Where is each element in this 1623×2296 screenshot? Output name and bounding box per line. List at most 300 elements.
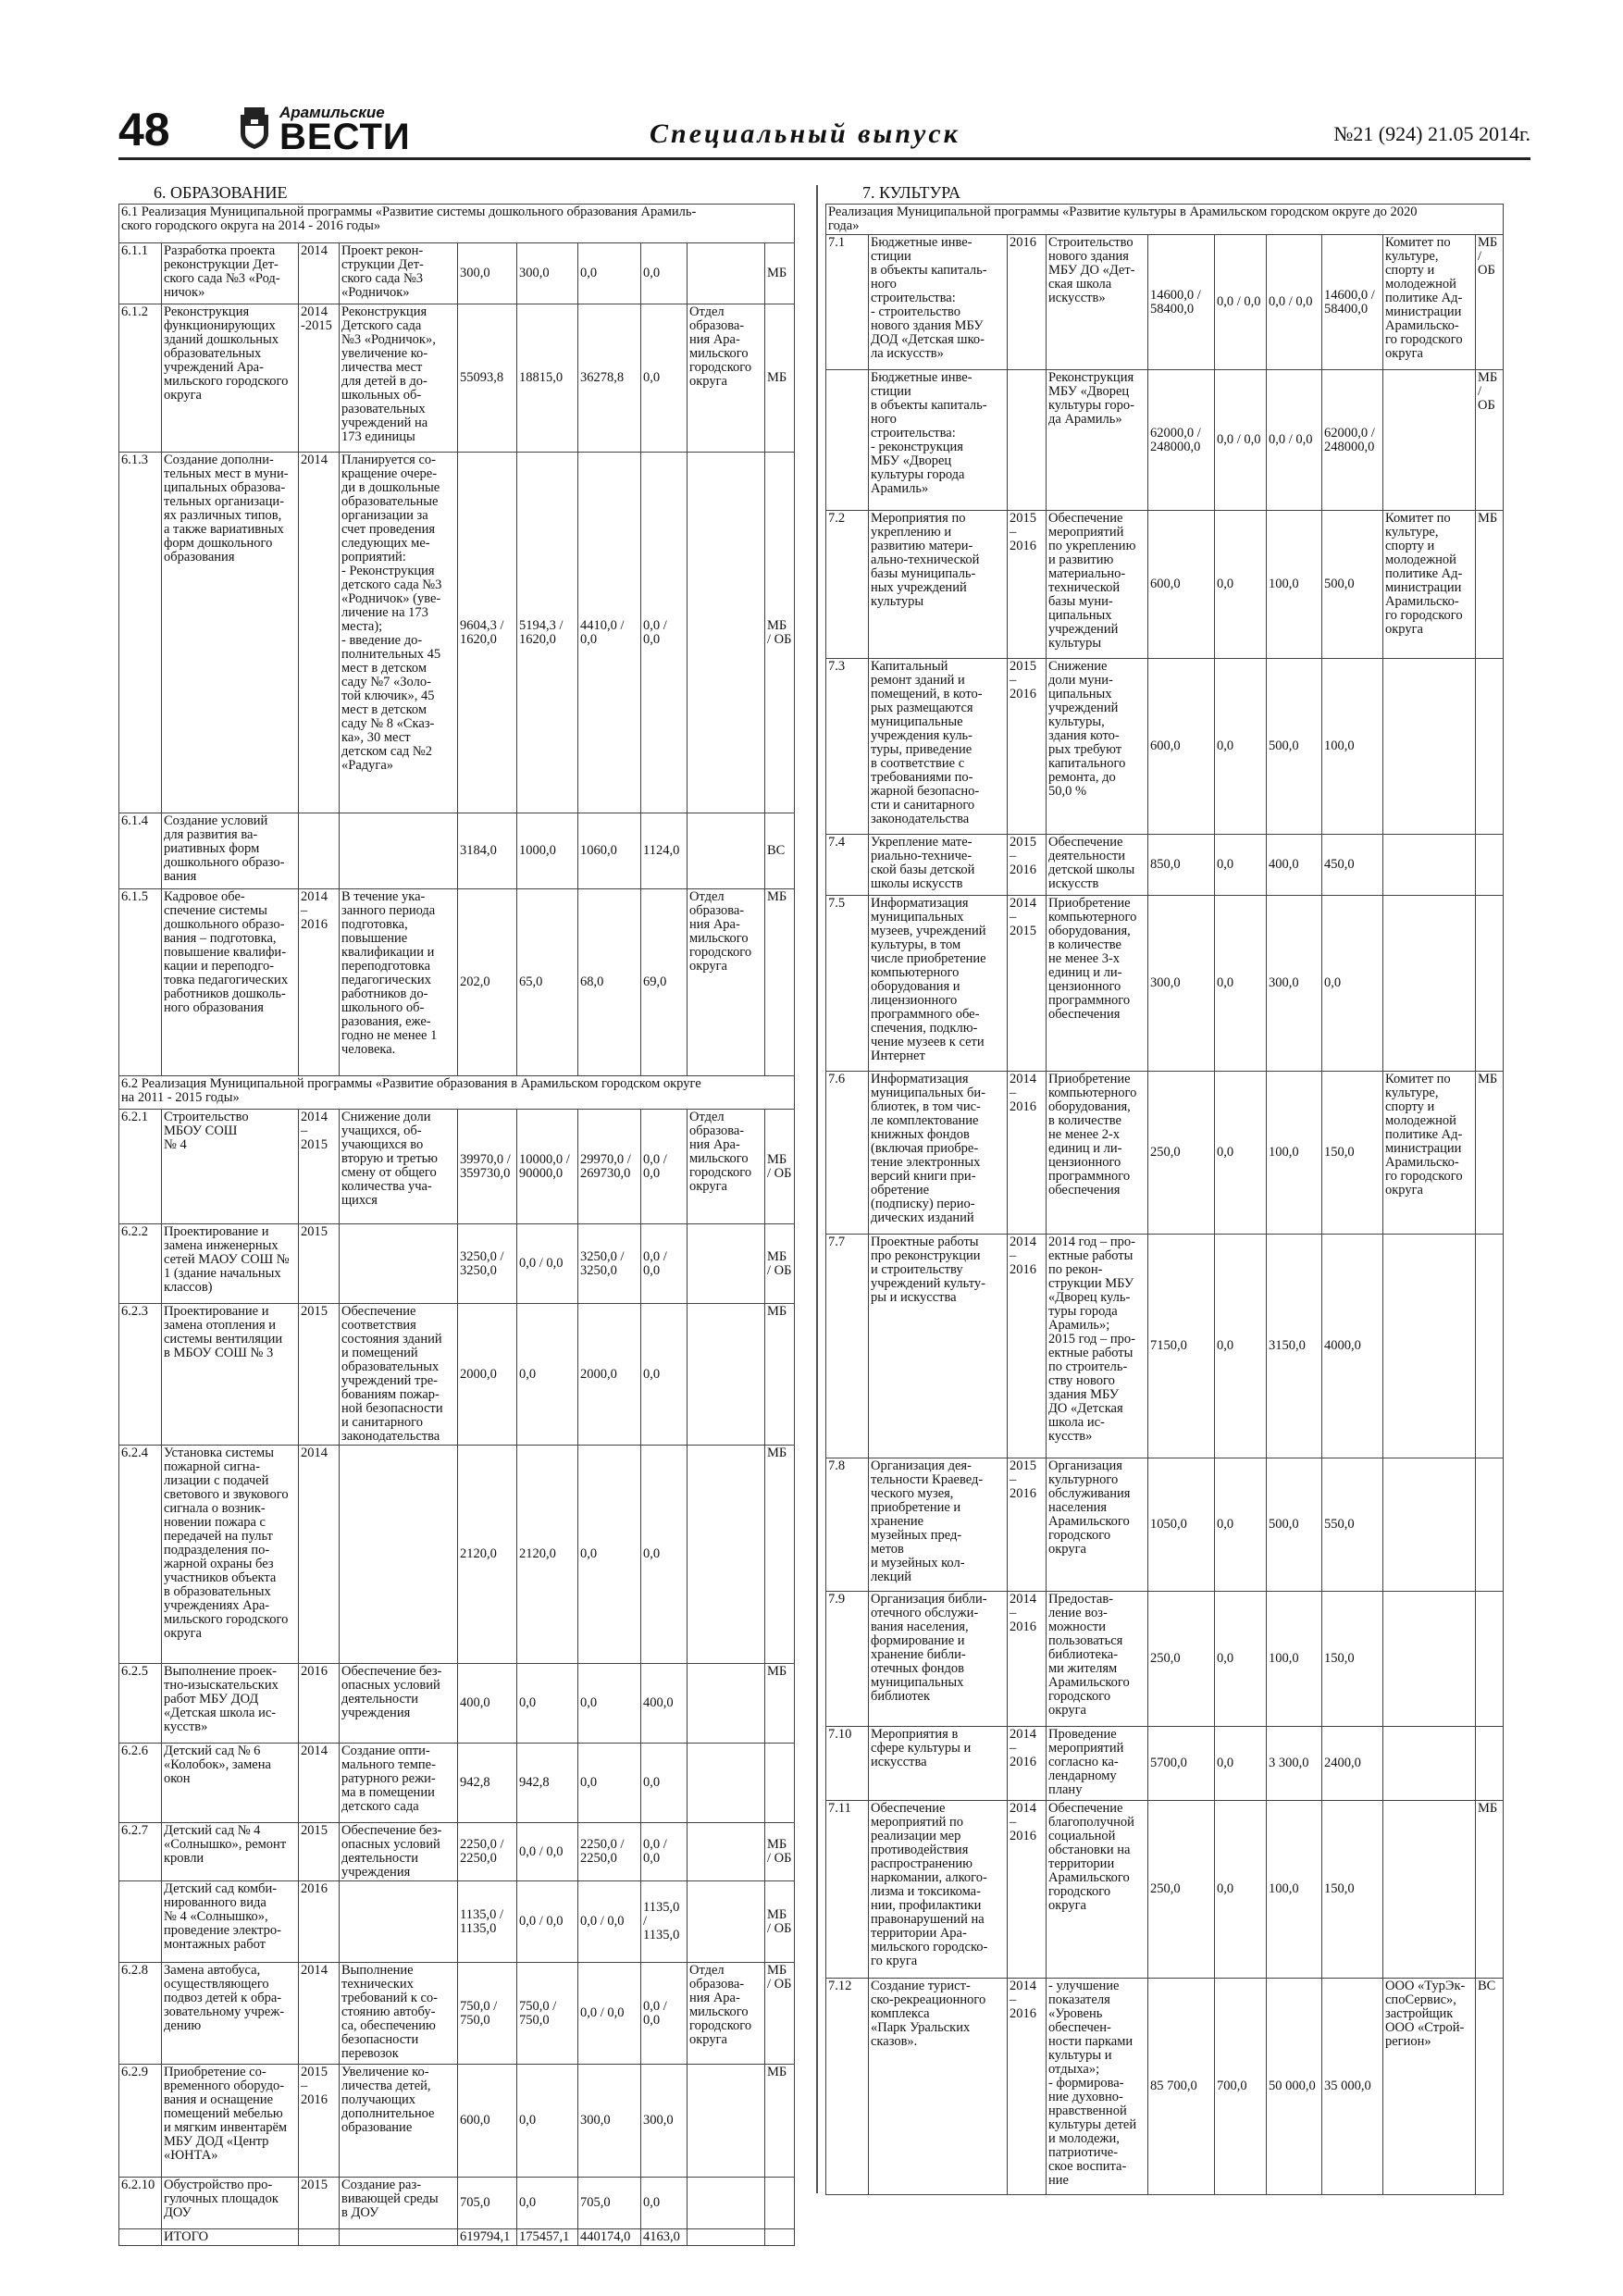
funding-source: МБ bbox=[765, 243, 795, 304]
culture-column bbox=[825, 181, 1530, 2195]
measure-name: Обустройство про- гулочных площадок ДОУ bbox=[162, 2178, 299, 2229]
funding-source: ВС bbox=[765, 813, 795, 889]
responsible bbox=[688, 453, 765, 813]
amount-2014: 0,0 bbox=[517, 1664, 578, 1744]
amount-2014: 700,0 bbox=[1215, 1979, 1267, 2195]
row-number: 7.11 bbox=[826, 1801, 869, 1979]
amount-2015: 0,0 bbox=[578, 243, 641, 304]
table-row bbox=[826, 1801, 1504, 1979]
measure-name: Выполнение проек- тно-изыскательских работ МБУ ДОД «Детская школа ис- кусств» bbox=[162, 1664, 299, 1744]
amount-2016: 0,0 / 0,0 bbox=[641, 1110, 688, 1224]
total-amount: 39970,0 / 359730,0 bbox=[458, 1110, 517, 1224]
amount-2016: 400,0 bbox=[641, 1664, 688, 1744]
amount-2014: 5194,3 / 1620,0 bbox=[517, 453, 578, 813]
responsible bbox=[1383, 370, 1476, 511]
measure-name: Укрепление мате- риально-техниче- ской базы детской школы искусств bbox=[869, 835, 1008, 896]
period: 2014 bbox=[299, 453, 340, 813]
expected-result bbox=[340, 813, 458, 889]
table-row bbox=[119, 1664, 795, 1744]
table-row bbox=[119, 889, 795, 1076]
responsible: Комитет по культуре, спорту и молодежной политике Ад- министрации Арамильско- го городского округа bbox=[1383, 511, 1476, 659]
table-row bbox=[119, 1076, 795, 1110]
program-header: Реализация Муниципальной программы «Развитие культуры в Арамильском городском округе до 2020 года» bbox=[826, 205, 1504, 235]
amount-2014: 175457,1 bbox=[517, 2229, 578, 2246]
measure-name: Организация дея- тельности Краевед- ческого музея, приобретение и хранение музейных пред- метов и музейных кол- лекций bbox=[869, 1458, 1008, 1592]
measure-name: Информатизация муниципальных музеев, учреждений культуры, в том числе приобретение компьютерного оборудования и лицензионного программного обе- спечения, подклю- чение музеев к сети Интернет bbox=[869, 896, 1008, 1072]
expected-result bbox=[340, 2229, 458, 2246]
funding-source: МБ / ОБ bbox=[765, 1224, 795, 1304]
program-header: 6.2 Реализация Муниципальной программы «Развитие образования в Арамильском городском округе на 2011 - 2015 годы» bbox=[119, 1076, 795, 1110]
amount-2016: 150,0 bbox=[1322, 1072, 1383, 1235]
measure-name: Мероприятия по укреплению и развитию матери- ально-технической базы муниципаль- ных учреждений культуры bbox=[869, 511, 1008, 659]
amount-2015: 0,0 / 0,0 bbox=[1267, 370, 1322, 511]
row-number: 6.2.8 bbox=[119, 1963, 162, 2065]
expected-result: Приобретение компьютерного оборудования, в количестве не менее 3-х единиц и ли- цензионного программного обеспечения bbox=[1047, 896, 1148, 1072]
amount-2014: 750,0 / 750,0 bbox=[517, 1963, 578, 2065]
measure-name: Установка системы пожарной сигна- лизации с подачей светового и звукового сигнала о возник- новении пожара с передачей на пульт подразделения по- жарной охраны без участников объекта в образовательных учреждениях Ара- мильского городского округа bbox=[162, 1446, 299, 1664]
amount-2016: 550,0 bbox=[1322, 1458, 1383, 1592]
funding-source bbox=[765, 2229, 795, 2246]
culture-table bbox=[825, 204, 1504, 2195]
measure-name: Проектирование и замена отопления и системы вентиляции в МБОУ СОШ № 3 bbox=[162, 1304, 299, 1446]
education-column bbox=[118, 181, 807, 2246]
amount-2015: 2250,0 / 2250,0 bbox=[578, 1823, 641, 1881]
responsible: Комитет по культуре, спорту и молодежной политике Ад- министрации Арамильско- го городского округа bbox=[1383, 1072, 1476, 1235]
amount-2015: 500,0 bbox=[1267, 659, 1322, 835]
amount-2016: 69,0 bbox=[641, 889, 688, 1076]
amount-2014: 0,0 bbox=[1215, 659, 1267, 835]
measure-name: Капитальный ремонт зданий и помещений, в кото- рых размещаются муниципальные учреждения куль- туры, приведение в соответствие с требованиями по- жарной безопасно- сти и санитарного законодательства bbox=[869, 659, 1008, 835]
responsible: Отдел образова- ния Ара- мильского городского округа bbox=[688, 304, 765, 453]
row-number: 6.1.2 bbox=[119, 304, 162, 453]
expected-result: Обеспечение деятельности детской школы искусств bbox=[1047, 835, 1148, 896]
total-amount: 300,0 bbox=[458, 243, 517, 304]
table-row bbox=[826, 1727, 1504, 1801]
amount-2014: 0,0 / 0,0 bbox=[517, 1224, 578, 1304]
row-number: 7.4 bbox=[826, 835, 869, 896]
amount-2015: 300,0 bbox=[578, 2065, 641, 2178]
period: 2015 bbox=[299, 1304, 340, 1446]
measure-name: Создание турист- ско-рекреационного комплекса «Парк Уральских сказов». bbox=[869, 1979, 1008, 2195]
total-amount: 300,0 bbox=[1148, 896, 1215, 1072]
funding-source: МБ bbox=[1476, 1801, 1504, 1979]
row-number: 7.12 bbox=[826, 1979, 869, 2195]
total-amount: 705,0 bbox=[458, 2178, 517, 2229]
amount-2016: 0,0 bbox=[641, 304, 688, 453]
total-amount: 2250,0 / 2250,0 bbox=[458, 1823, 517, 1881]
row-number: 7.8 bbox=[826, 1458, 869, 1592]
funding-source: МБ bbox=[1476, 511, 1504, 659]
row-number: 6.2.5 bbox=[119, 1664, 162, 1744]
amount-2015: 1060,0 bbox=[578, 813, 641, 889]
amount-2015: 68,0 bbox=[578, 889, 641, 1076]
amount-2015: 36278,8 bbox=[578, 304, 641, 453]
brand-main: ВЕСТИ bbox=[279, 117, 411, 157]
responsible bbox=[688, 813, 765, 889]
amount-2015: 300,0 bbox=[1267, 896, 1322, 1072]
responsible: Отдел образова- ния Ара- мильского городского округа bbox=[688, 889, 765, 1076]
total-amount: 1135,0 / 1135,0 bbox=[458, 1881, 517, 1963]
funding-source: МБ / ОБ bbox=[765, 453, 795, 813]
amount-2015: 500,0 bbox=[1267, 1458, 1322, 1592]
measure-name: Бюджетные инве- стиции в объекты капиталь- ного строительства: - строительство нового здания МБУ ДОД «Детская шко- ла искусств» bbox=[869, 235, 1008, 370]
measure-name: Создание условий для развития ва- риативных форм дошкольного образо- вания bbox=[162, 813, 299, 889]
measure-name: Проектирование и замена инженерных сетей МАОУ СОШ № 1 (здание начальных классов) bbox=[162, 1224, 299, 1304]
period: 2015 – 2016 bbox=[1008, 511, 1047, 659]
amount-2016: 500,0 bbox=[1322, 511, 1383, 659]
measure-name: Кадровое обе- спечение системы дошкольного образо- вания – подготовка, повышение квалифи- кации и переподго- товка педагогических работников дошколь- ного образования bbox=[162, 889, 299, 1076]
period: 2015 – 2016 bbox=[1008, 835, 1047, 896]
amount-2016: 0,0 bbox=[641, 2178, 688, 2229]
amount-2014: 0,0 bbox=[1215, 835, 1267, 896]
table-row bbox=[119, 1446, 795, 1664]
total-amount: 600,0 bbox=[1148, 659, 1215, 835]
period: 2014 -2015 bbox=[299, 304, 340, 453]
total-amount: 202,0 bbox=[458, 889, 517, 1076]
row-number: 6.1.3 bbox=[119, 453, 162, 813]
total-amount: 7150,0 bbox=[1148, 1235, 1215, 1458]
measure-name: Детский сад комби- нированного вида № 4 «Солнышко», проведение электро- монтажных работ bbox=[162, 1881, 299, 1963]
amount-2014: 0,0 bbox=[1215, 896, 1267, 1072]
amount-2014: 0,0 / 0,0 bbox=[1215, 235, 1267, 370]
period: 2014 – 2016 bbox=[1008, 1727, 1047, 1801]
amount-2015: 0,0 bbox=[578, 1446, 641, 1664]
total-amount: 250,0 bbox=[1148, 1072, 1215, 1235]
expected-result: Организация культурного обслуживания населения Арамильского городского округа bbox=[1047, 1458, 1148, 1592]
amount-2015: 0,0 / 0,0 bbox=[578, 1963, 641, 2065]
funding-source: МБ bbox=[765, 1304, 795, 1446]
funding-source bbox=[1476, 1458, 1504, 1592]
measure-name: Реконструкция функционирующих зданий дошкольных образовательных учреждений Ара- мильского городского округа bbox=[162, 304, 299, 453]
amount-2015: 50 000,0 bbox=[1267, 1979, 1322, 2195]
table-row bbox=[119, 453, 795, 813]
total-amount: 600,0 bbox=[458, 2065, 517, 2178]
responsible: Отдел образова- ния Ара- мильского городского округа bbox=[688, 1110, 765, 1224]
responsible bbox=[688, 2065, 765, 2178]
expected-result: Обеспечение без- опасных условий деятельности учреждения bbox=[340, 1664, 458, 1744]
page-number: 48 bbox=[118, 104, 170, 155]
expected-result bbox=[340, 1446, 458, 1664]
funding-source: МБ / ОБ bbox=[765, 1823, 795, 1881]
expected-result: Увеличение ко- личества детей, получающих дополнительное образование bbox=[340, 2065, 458, 2178]
expected-result: Создание опти- мального темпе- ратурного режи- ма в помещении детского сада bbox=[340, 1744, 458, 1823]
measure-name: Разработка проекта реконструкции Дет- ского сада №3 «Род- ничок» bbox=[162, 243, 299, 304]
amount-2016: 0,0 bbox=[641, 243, 688, 304]
row-number: 7.2 bbox=[826, 511, 869, 659]
table-row bbox=[826, 1235, 1504, 1458]
responsible bbox=[688, 1304, 765, 1446]
period: 2016 bbox=[299, 1881, 340, 1963]
funding-source: МБ bbox=[765, 1446, 795, 1664]
total-amount: 2120,0 bbox=[458, 1446, 517, 1664]
amount-2016: 2400,0 bbox=[1322, 1727, 1383, 1801]
total-amount: 942,8 bbox=[458, 1744, 517, 1823]
period: 2014 bbox=[299, 243, 340, 304]
newspaper-logo bbox=[237, 104, 514, 155]
amount-2014: 0,0 bbox=[517, 2065, 578, 2178]
table-row bbox=[826, 835, 1504, 896]
amount-2014: 10000,0 / 90000,0 bbox=[517, 1110, 578, 1224]
period: 2015 – 2016 bbox=[1008, 1458, 1047, 1592]
funding-source bbox=[765, 1744, 795, 1823]
table-row bbox=[826, 370, 1504, 511]
responsible: Комитет по культуре, спорту и молодежной политике Ад- министрации Арамильско- го городского округа bbox=[1383, 235, 1476, 370]
amount-2016: 0,0 / 0,0 bbox=[641, 453, 688, 813]
measure-name: Детский сад № 6 «Колобок», замена окон bbox=[162, 1744, 299, 1823]
responsible bbox=[688, 1881, 765, 1963]
table-row bbox=[826, 1592, 1504, 1727]
row-number: 7.1 bbox=[826, 235, 869, 370]
expected-result: В течение ука- занного периода подготовка, повышение квалификации и переподготовка педагогических работников до- школьного об- разования, еже- годно не менее 1 человека. bbox=[340, 889, 458, 1076]
row-number: 6.2.6 bbox=[119, 1744, 162, 1823]
responsible bbox=[688, 1823, 765, 1881]
responsible bbox=[688, 1664, 765, 1744]
period: 2016 bbox=[1008, 235, 1047, 370]
amount-2014: 0,0 / 0,0 bbox=[517, 1881, 578, 1963]
responsible bbox=[688, 1744, 765, 1823]
amount-2015: 3 300,0 bbox=[1267, 1727, 1322, 1801]
period bbox=[299, 813, 340, 889]
amount-2014: 0,0 bbox=[1215, 1801, 1267, 1979]
expected-result: Реконструкция Детского сада №3 «Родничок», увеличение ко- личества мест для детей в до- школьных об- разовательных учреждений на 173 единицы bbox=[340, 304, 458, 453]
amount-2016: 150,0 bbox=[1322, 1592, 1383, 1727]
table-row bbox=[826, 1458, 1504, 1592]
expected-result: Обеспечение мероприятий по укреплению и развитию материально- технической базы муни- ципальных учреждений культуры bbox=[1047, 511, 1148, 659]
row-number bbox=[119, 2229, 162, 2246]
expected-result: Выполнение технических требований к со- стоянию автобу- са, обеспечению безопасности перевозок bbox=[340, 1963, 458, 2065]
funding-source bbox=[1476, 659, 1504, 835]
amount-2016: 300,0 bbox=[641, 2065, 688, 2178]
amount-2014: 0,0 bbox=[1215, 1235, 1267, 1458]
amount-2016: 1124,0 bbox=[641, 813, 688, 889]
table-row bbox=[119, 813, 795, 889]
table-row bbox=[826, 659, 1504, 835]
amount-2016: 35 000,0 bbox=[1322, 1979, 1383, 2195]
row-number: 6.2.9 bbox=[119, 2065, 162, 2178]
row-number: 6.1.4 bbox=[119, 813, 162, 889]
measure-name: Информатизация муниципальных би- блиотек, в том чис- ле комплектование книжных фондов (включая приобре- тение электронных версий книги при- обретение (подписку) перио- дических изданий bbox=[869, 1072, 1008, 1235]
total-amount: 619794,1 bbox=[458, 2229, 517, 2246]
amount-2016: 450,0 bbox=[1322, 835, 1383, 896]
amount-2014: 1000,0 bbox=[517, 813, 578, 889]
amount-2016: 4000,0 bbox=[1322, 1235, 1383, 1458]
funding-source: МБ / ОБ bbox=[1476, 235, 1504, 370]
amount-2014: 18815,0 bbox=[517, 304, 578, 453]
measure-name: Проектные работы про реконструкции и строительству учреждений культу- ры и искусства bbox=[869, 1235, 1008, 1458]
table-row bbox=[119, 205, 795, 243]
expected-result bbox=[340, 1224, 458, 1304]
amount-2015: 0,0 bbox=[578, 1744, 641, 1823]
responsible bbox=[1383, 1235, 1476, 1458]
responsible bbox=[1383, 659, 1476, 835]
amount-2014: 0,0 bbox=[1215, 1072, 1267, 1235]
responsible bbox=[1383, 1592, 1476, 1727]
measure-name: Организация библи- отечного обслужи- вания населения, формирование и хранение библи- отечных фондов муниципальных библиотек bbox=[869, 1592, 1008, 1727]
period: 2014 – 2015 bbox=[299, 1110, 340, 1224]
period: 2014 – 2016 bbox=[1008, 1801, 1047, 1979]
amount-2014: 0,0 bbox=[1215, 1592, 1267, 1727]
responsible bbox=[688, 243, 765, 304]
amount-2015: 2000,0 bbox=[578, 1304, 641, 1446]
expected-result: Планируется со- кращение очере- ди в дошкольные образовательные организации за счет проведения следующих ме- роприятий: - Реконструкция детского сада №3 «Родничок» (уве- личение на 173 места); - введение до- полнительных 45 мест в детском саду №7 «Золо- той ключик», 45 мест в детском саду № 8 «Сказ- ка», 30 мест детском сад №2 «Радуга» bbox=[340, 453, 458, 813]
responsible bbox=[688, 1224, 765, 1304]
responsible bbox=[1383, 1801, 1476, 1979]
measure-name: Строительство МБОУ СОШ № 4 bbox=[162, 1110, 299, 1224]
responsible bbox=[1383, 835, 1476, 896]
total-amount: 250,0 bbox=[1148, 1592, 1215, 1727]
amount-2015: 0,0 / 0,0 bbox=[1267, 235, 1322, 370]
amount-2015: 705,0 bbox=[578, 2178, 641, 2229]
row-number bbox=[826, 370, 869, 511]
expected-result: - улучшение показателя «Уровень обеспечен- ности парками культуры и отдыха»; - формирова- ние духовно- нравственной культуры детей и молодежи, патриотиче- ское воспита- ние bbox=[1047, 1979, 1148, 2195]
row-number: 6.2.2 bbox=[119, 1224, 162, 1304]
education-table bbox=[118, 204, 795, 2246]
total-amount: 2000,0 bbox=[458, 1304, 517, 1446]
period: 2014 bbox=[299, 1963, 340, 2065]
header-rule bbox=[118, 157, 1530, 160]
education-section-title: 6. ОБРАЗОВАНИЕ bbox=[154, 183, 288, 202]
row-number: 6.2.4 bbox=[119, 1446, 162, 1664]
amount-2016: 150,0 bbox=[1322, 1801, 1383, 1979]
measure-name: Мероприятия в сфере культуры и искусства bbox=[869, 1727, 1008, 1801]
amount-2014: 0,0 bbox=[517, 1304, 578, 1446]
measure-name: Бюджетные инве- стиции в объекты капиталь- ного строительства: - реконструкция МБУ «Дворец культуры города Арамиль» bbox=[869, 370, 1008, 511]
special-issue-label: Специальный выпуск bbox=[650, 118, 960, 149]
period: 2014 – 2016 bbox=[1008, 1235, 1047, 1458]
amount-2016: 14600,0 / 58400,0 bbox=[1322, 235, 1383, 370]
expected-result: 2014 год – про- ектные работы по рекон- струкции МБУ «Дворец куль- туры города Арамиль»; 2015 год – про- ектные работы по строитель- ству нового здания МБУ ДО «Детская школа ис- кусств» bbox=[1047, 1235, 1148, 1458]
row-number: 6.2.10 bbox=[119, 2178, 162, 2229]
period: 2014 bbox=[299, 1744, 340, 1823]
amount-2014: 0,0 bbox=[1215, 1458, 1267, 1592]
funding-source bbox=[1476, 1235, 1504, 1458]
amount-2016: 0,0 bbox=[1322, 896, 1383, 1072]
table-row bbox=[119, 1304, 795, 1446]
funding-source: МБ / ОБ bbox=[1476, 370, 1504, 511]
funding-source bbox=[1476, 1592, 1504, 1727]
row-number: 7.10 bbox=[826, 1727, 869, 1801]
expected-result: Приобретение компьютерного оборудования, в количестве не менее 2-х единиц и ли- цензионного программного обеспечения bbox=[1047, 1072, 1148, 1235]
total-amount: 400,0 bbox=[458, 1664, 517, 1744]
coat-of-arms-icon bbox=[237, 105, 272, 150]
measure-name: ИТОГО bbox=[162, 2229, 299, 2246]
expected-result: Строительство нового здания МБУ ДО «Дет- ская школа искусств» bbox=[1047, 235, 1148, 370]
table-row bbox=[119, 1110, 795, 1224]
responsible bbox=[688, 2229, 765, 2246]
period: 2014 – 2016 bbox=[1008, 1592, 1047, 1727]
row-number: 6.1.5 bbox=[119, 889, 162, 1076]
expected-result: Предостав- ление воз- можности пользоваться библиотека- ми жителям Арамильского городского округа bbox=[1047, 1592, 1148, 1727]
total-amount: 5700,0 bbox=[1148, 1727, 1215, 1801]
responsible: Отдел образова- ния Ара- мильского городского округа bbox=[688, 1963, 765, 2065]
amount-2015: 100,0 bbox=[1267, 1072, 1322, 1235]
measure-name: Замена автобуса, осуществляющего подвоз детей к обра- зовательному учреж- дению bbox=[162, 1963, 299, 2065]
amount-2014: 2120,0 bbox=[517, 1446, 578, 1664]
table-row bbox=[119, 2178, 795, 2229]
amount-2016: 0,0 / 0,0 bbox=[641, 1224, 688, 1304]
expected-result: Создание раз- вивающей среды в ДОУ bbox=[340, 2178, 458, 2229]
total-amount: 850,0 bbox=[1148, 835, 1215, 896]
funding-source: МБ / ОБ bbox=[765, 1963, 795, 2065]
amount-2016: 0,0 / 0,0 bbox=[641, 1823, 688, 1881]
period: 2016 bbox=[299, 1664, 340, 1744]
table-row bbox=[119, 2229, 795, 2246]
table-row bbox=[119, 1823, 795, 1881]
funding-source: МБ / ОБ bbox=[765, 1110, 795, 1224]
table-row bbox=[826, 205, 1504, 235]
amount-2016: 1135,0 / 1135,0 bbox=[641, 1881, 688, 1963]
table-row bbox=[119, 304, 795, 453]
period: 2014 bbox=[299, 1446, 340, 1664]
amount-2014: 65,0 bbox=[517, 889, 578, 1076]
total-amount: 600,0 bbox=[1148, 511, 1215, 659]
responsible bbox=[688, 1446, 765, 1664]
row-number bbox=[119, 1881, 162, 1963]
column-separator bbox=[816, 185, 818, 2193]
brand-top: Арамильские bbox=[279, 104, 385, 121]
amount-2016: 0,0 / 0,0 bbox=[641, 1963, 688, 2065]
funding-source: МБ bbox=[765, 304, 795, 453]
measure-name: Детский сад № 4 «Солнышко», ремонт кровли bbox=[162, 1823, 299, 1881]
total-amount: 55093,8 bbox=[458, 304, 517, 453]
amount-2014: 0,0 / 0,0 bbox=[1215, 370, 1267, 511]
row-number: 6.1.1 bbox=[119, 243, 162, 304]
funding-source bbox=[1476, 896, 1504, 1072]
funding-source: МБ bbox=[1476, 1072, 1504, 1235]
period bbox=[1008, 370, 1047, 511]
amount-2015: 3250,0 / 3250,0 bbox=[578, 1224, 641, 1304]
table-row bbox=[826, 511, 1504, 659]
amount-2014: 0,0 bbox=[1215, 1727, 1267, 1801]
table-row bbox=[826, 896, 1504, 1072]
row-number: 6.2.3 bbox=[119, 1304, 162, 1446]
table-row bbox=[119, 1744, 795, 1823]
table-row bbox=[826, 235, 1504, 370]
expected-result: Обеспечение благополучной социальной обстановки на территории Арамильского городского округа bbox=[1047, 1801, 1148, 1979]
amount-2015: 400,0 bbox=[1267, 835, 1322, 896]
amount-2016: 0,0 bbox=[641, 1744, 688, 1823]
responsible bbox=[1383, 896, 1476, 1072]
responsible bbox=[1383, 1727, 1476, 1801]
table-row bbox=[119, 2065, 795, 2178]
row-number: 6.2.7 bbox=[119, 1823, 162, 1881]
total-amount: 1050,0 bbox=[1148, 1458, 1215, 1592]
responsible: ООО «ТурЭк- споСервис», застройщик ООО «Строй- регион» bbox=[1383, 1979, 1476, 2195]
amount-2015: 100,0 bbox=[1267, 511, 1322, 659]
row-number: 7.7 bbox=[826, 1235, 869, 1458]
amount-2014: 300,0 bbox=[517, 243, 578, 304]
row-number: 7.6 bbox=[826, 1072, 869, 1235]
total-amount: 9604,3 / 1620,0 bbox=[458, 453, 517, 813]
issue-info: №21 (924) 21.05 2014г. bbox=[1333, 122, 1530, 145]
responsible bbox=[1383, 1458, 1476, 1592]
amount-2014: 0,0 bbox=[1215, 511, 1267, 659]
amount-2016: 62000,0 / 248000,0 bbox=[1322, 370, 1383, 511]
period: 2015 bbox=[299, 1224, 340, 1304]
measure-name: Приобретение со- временного оборудо- вания и оснащение помещений мебелью и мягким инвентарём МБУ ДОД «Центр «ЮНТА» bbox=[162, 2065, 299, 2178]
expected-result: Проведение мероприятий согласно ка- лендарному плану bbox=[1047, 1727, 1148, 1801]
amount-2015: 440174,0 bbox=[578, 2229, 641, 2246]
amount-2015: 100,0 bbox=[1267, 1801, 1322, 1979]
period: 2014 – 2016 bbox=[1008, 1072, 1047, 1235]
period: 2015 bbox=[299, 1823, 340, 1881]
period: 2014 – 2015 bbox=[1008, 896, 1047, 1072]
period: 2015 – 2016 bbox=[1008, 659, 1047, 835]
total-amount: 3250,0 / 3250,0 bbox=[458, 1224, 517, 1304]
amount-2014: 0,0 / 0,0 bbox=[517, 1823, 578, 1881]
measure-name: Обеспечение мероприятий по реализации мер противодействия распространению наркомании, алкого- лизма и токсикома- нии, профилактики правонарушений на территории Ара- мильского городско- го круга bbox=[869, 1801, 1008, 1979]
total-amount: 3184,0 bbox=[458, 813, 517, 889]
